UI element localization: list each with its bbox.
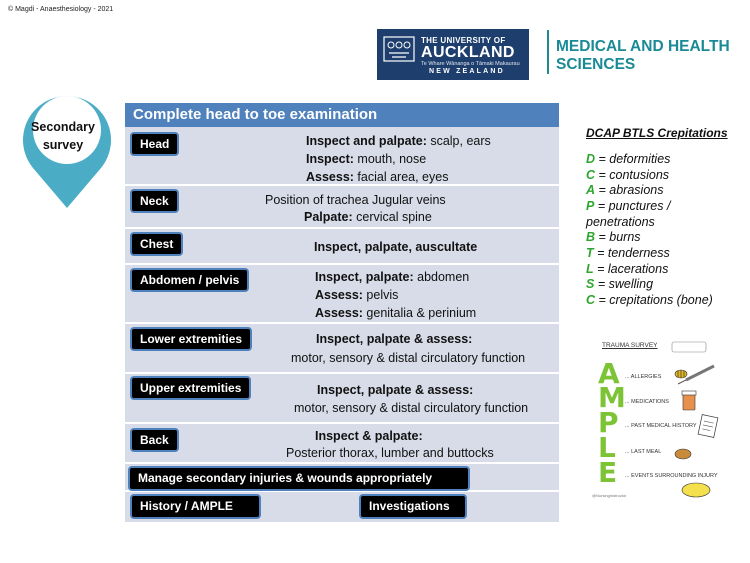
dcap-item: B = burns	[586, 230, 641, 244]
crest-icon	[383, 36, 415, 62]
logo-country: NEW ZEALAND	[429, 68, 505, 75]
burger-icon	[675, 449, 691, 459]
ample-credit: @NursingInstructor	[592, 493, 627, 498]
tag-investigations: Investigations	[359, 494, 467, 519]
bee-icon	[675, 370, 687, 378]
medical-chart-icon	[698, 415, 718, 438]
faculty-divider	[547, 30, 549, 74]
ample-letter-a: A	[598, 357, 620, 390]
lower-line-1: Inspect, palpate & assess:	[316, 332, 473, 346]
pill-bottle-icon	[682, 391, 696, 410]
back-line-2: Posterior thorax, lumber and buttocks	[286, 446, 494, 460]
neck-line-2: Palpate: cervical spine	[304, 210, 432, 224]
whoops-sign-icon	[682, 483, 710, 497]
dcap-item: penetrations	[586, 215, 655, 229]
tag-neck: Neck	[130, 189, 179, 213]
abdomen-line-1: Inspect, palpate: abdomen	[315, 270, 470, 284]
head-line-2: Inspect: mouth, nose	[306, 152, 427, 166]
ample-letter-e: E	[598, 456, 618, 489]
dcap-item: S = swelling	[586, 277, 654, 291]
university-logo	[377, 29, 529, 80]
upper-line-1: Inspect, palpate & assess:	[317, 383, 474, 397]
ample-word-allergies: ... ALLERGIES	[625, 374, 662, 380]
tag-lower-extremities: Lower extremities	[130, 327, 252, 351]
dcap-title: DCAP BTLS Crepitations	[586, 126, 728, 140]
ample-word-events: ... EVENTS SURROUNDING INJURY	[625, 473, 718, 479]
row-upper-extremities	[125, 374, 559, 424]
ample-word-past-history: ... PAST MEDICAL HISTORY	[625, 423, 697, 429]
row-back	[125, 424, 559, 464]
ample-letter-m: M	[598, 381, 626, 414]
tag-upper-extremities: Upper extremities	[130, 376, 251, 400]
abdomen-line-3: Assess: genitalia & perinium	[315, 306, 477, 320]
ample-title: TRAUMA SURVEY	[602, 342, 658, 349]
table-header: Complete head to toe examination	[125, 103, 559, 127]
logo-auckland: AUCKLAND	[421, 44, 515, 61]
ample-letter-l: L	[598, 431, 616, 464]
row-history-investigations	[125, 492, 559, 522]
head-line-1: Inspect and palpate: scalp, ears	[306, 134, 491, 148]
ample-letter-p: P	[598, 406, 619, 439]
upper-line-2: motor, sensory & distal circulatory function	[294, 401, 529, 415]
row-neck	[125, 186, 559, 229]
dcap-item: C = contusions	[586, 168, 670, 182]
head-line-3: Assess: facial area, eyes	[306, 170, 449, 184]
tag-head: Head	[130, 132, 179, 156]
row-abdomen	[125, 265, 559, 324]
copyright-text: © Magdi - Anaesthesiology - 2021	[8, 6, 114, 13]
logo-maori-name: Te Whare Wānanga o Tāmaki Makaurau	[421, 61, 520, 67]
row-head	[125, 127, 559, 186]
dcap-item: A = abrasions	[586, 183, 664, 197]
row-chest	[125, 229, 559, 265]
secondary-survey-label: Secondary survey	[31, 120, 95, 152]
tag-history-ample: History / AMPLE	[130, 494, 261, 519]
dcap-item: P = punctures /	[586, 199, 671, 213]
ample-word-last-meal: ... LAST MEAL	[625, 449, 662, 455]
row-lower-extremities	[125, 324, 559, 374]
tag-abdomen-pelvis: Abdomen / pelvis	[130, 268, 249, 292]
logo-the-university-of: THE UNIVERSITY OF	[421, 36, 506, 45]
back-line-1: Inspect & palpate:	[315, 429, 423, 443]
faculty-name: MEDICAL AND HEALTH SCIENCES	[556, 38, 730, 73]
chest-line-1: Inspect, palpate, auscultate	[314, 240, 478, 254]
lower-line-2: motor, sensory & distal circulatory function	[291, 351, 526, 365]
neck-line-1: Position of trachea Jugular veins	[265, 193, 446, 207]
dcap-item: L = lacerations	[586, 262, 669, 276]
ample-word-medications: ... MEDICATIONS	[625, 399, 669, 405]
tag-chest: Chest	[130, 232, 183, 256]
dcap-item: T = tenderness	[586, 246, 670, 260]
tag-manage-injuries: Manage secondary injuries & wounds appropriately	[128, 466, 470, 491]
dcap-item: C = crepitations (bone)	[586, 293, 713, 307]
tag-back: Back	[130, 428, 179, 452]
dcap-item: D = deformities	[586, 152, 671, 166]
row-manage	[125, 464, 559, 492]
abdomen-line-2: Assess: pelvis	[315, 288, 399, 302]
